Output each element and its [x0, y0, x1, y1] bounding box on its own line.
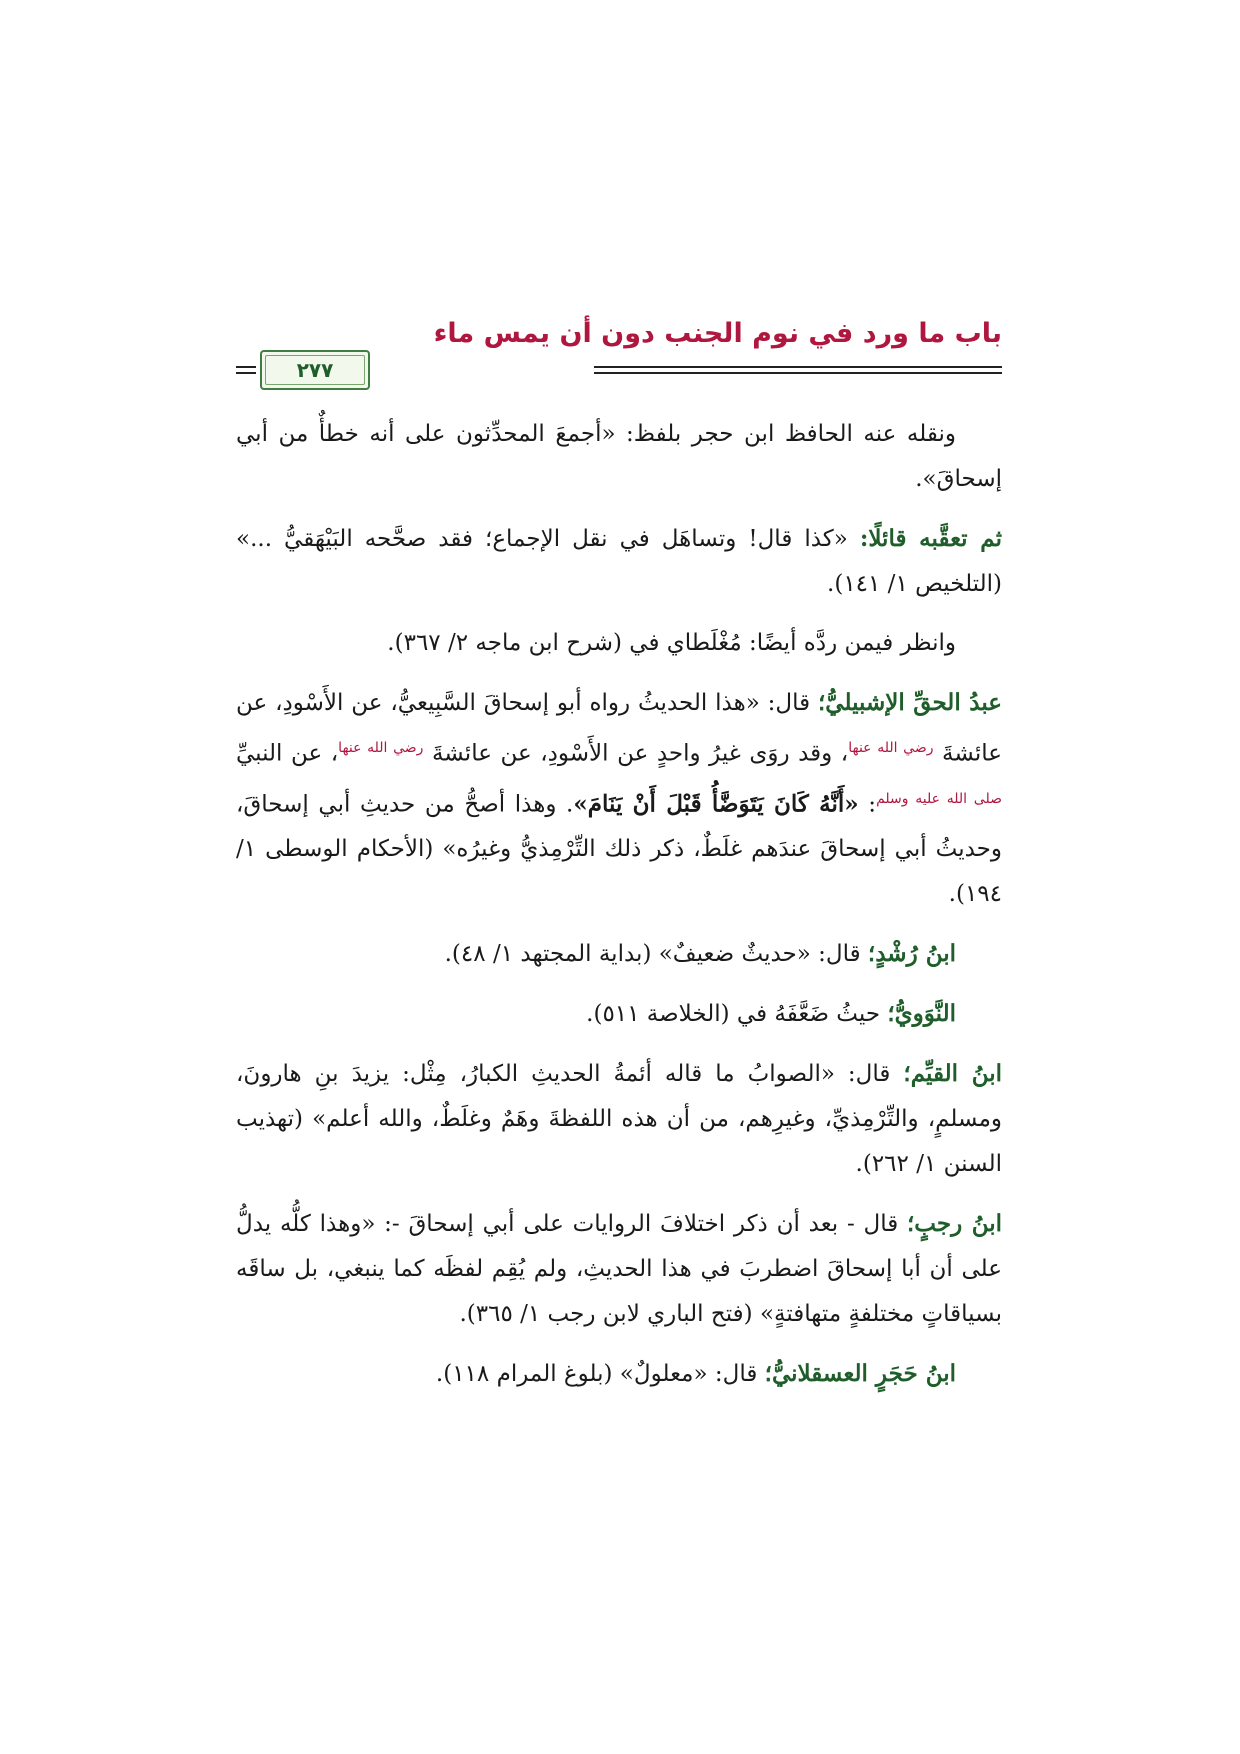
- paragraph-ibn-qayyim: [236, 1051, 1002, 1187]
- paragraph-abdul-haqq: [236, 680, 1002, 917]
- honorific-glyph: رضي الله عنها: [338, 740, 424, 756]
- chapter-title: باب ما ورد في نوم الجنب دون أن يمس ماء: [433, 318, 1002, 349]
- header-rule: [236, 366, 256, 368]
- paragraph-tanqib: [236, 516, 1002, 607]
- paragraph-text: قال: «معلولٌ» (بلوغ المرام ١١٨).: [435, 1361, 765, 1388]
- paragraph-text: «كذا قال! وتساهَل في نقل الإجماع؛ فقد صحَّحه البَيْهَقيُّ ...» (التلخيص ١/ ١٤١).: [236, 526, 1002, 597]
- page-number-badge: [260, 350, 370, 390]
- honorific-glyph: صلى الله عليه وسلم: [876, 790, 1002, 807]
- paragraph-text: . وهذا أصحُّ من حديثِ أبي إسحاقَ، وحديثُ أبي إسحاقَ عندَهم غلَطٌ، ذكر ذلك التِّرْمِذيُّ وغيرُه» (الأحكام الوسطى ١/ ١٩٤).: [236, 791, 1002, 908]
- header-rule: [594, 372, 1002, 374]
- hadith-quote: «أَنَّهُ كَانَ يَتَوَضَّأُ قَبْلَ أَنْ يَنَامَ»: [573, 790, 859, 818]
- scholar-name: ثم تعقَّبه قائلًا:: [859, 525, 1003, 552]
- paragraph-mughltai: [236, 621, 1002, 666]
- paragraph-text: :: [858, 791, 877, 818]
- paragraph-text: قال - بعد أن ذكر اختلافَ الروايات على أبي إسحاقَ -: «وهذا كلُّه يدلُّ على أن أبا إسحاقَ اضطربَ في هذا الحديثِ، ولم يُقِم لفظَه كما ينبغي، بل ساقَه بسياقاتٍ مختلفةٍ متهافتةٍ» (فتح الباري لابن رجب ١/ ٣٦٥).: [236, 1211, 1002, 1328]
- paragraph-text: قال: «حديثٌ ضعيفٌ» (بداية المجتهد ١/ ٤٨).: [444, 941, 868, 968]
- page-number: ٢٧٧: [296, 358, 334, 382]
- scholar-name: ابنُ رُشْدٍ؛: [867, 940, 956, 968]
- paragraph-text: وانظر فيمن ردَّه أيضًا: مُغْلَطاي في (شرح ابن ماجه ٢/ ٣٦٧).: [387, 630, 956, 656]
- scholar-name: عبدُ الحقِّ الإشبيليُّ؛: [817, 689, 1002, 716]
- header-rule: [594, 366, 1002, 368]
- paragraph-text: حيثُ ضَعَّفَهُ في (الخلاصة ٥١١).: [586, 1001, 888, 1028]
- page-header: [236, 318, 1002, 382]
- scholar-name: ابنُ حَجَرٍ العسقلانيُّ؛: [764, 1360, 956, 1388]
- header-rule: [236, 372, 256, 374]
- paragraph-text: قال: «الصوابُ ما قاله أئمةُ الحديثِ الكبارُ، مِثْل: يزيدَ بنِ هارونَ، ومسلمٍ، والتِّرْمِذيِّ، وغيرِهم، من أن هذه اللفظةَ وهَمٌ وغلَطٌ، والله أعلم» (تهذيب السنن ١/ ٢٦٢).: [236, 1061, 1002, 1178]
- page-body: [236, 412, 1002, 1411]
- paragraph-nawawi: [236, 991, 1002, 1037]
- paragraph-text: ، عن النبيِّ: [236, 740, 339, 767]
- honorific-glyph: رضي الله عنها: [848, 740, 934, 756]
- paragraph-text: ، وقد روَى غيرُ واحدٍ عن الأَسْودِ، عن عائشةَ: [423, 740, 849, 767]
- paragraph-ibn-rajab: [236, 1201, 1002, 1337]
- scholar-name: النَّوَويُّ؛: [887, 1000, 956, 1028]
- paragraph-ibn-hajar-asqalani: [236, 1351, 1002, 1397]
- paragraph-ibn-hajar-quote: [236, 412, 1002, 502]
- scholar-name: ابنُ القيِّم؛: [903, 1060, 1002, 1088]
- scholar-name: ابنُ رجبٍ؛: [907, 1210, 1002, 1238]
- paragraph-ibn-rushd: [236, 931, 1002, 977]
- paragraph-text: ونقله عنه الحافظ ابن حجر بلفظ: «أجمعَ المحدِّثون على أنه خطأٌ من أبي إسحاقَ».: [236, 421, 1002, 492]
- paragraph-text: قال: «هذا الحديثُ رواه أبو إسحاقَ السَّبِيعيُّ، عن الأَسْودِ، عن عائشةَ: [236, 690, 1002, 767]
